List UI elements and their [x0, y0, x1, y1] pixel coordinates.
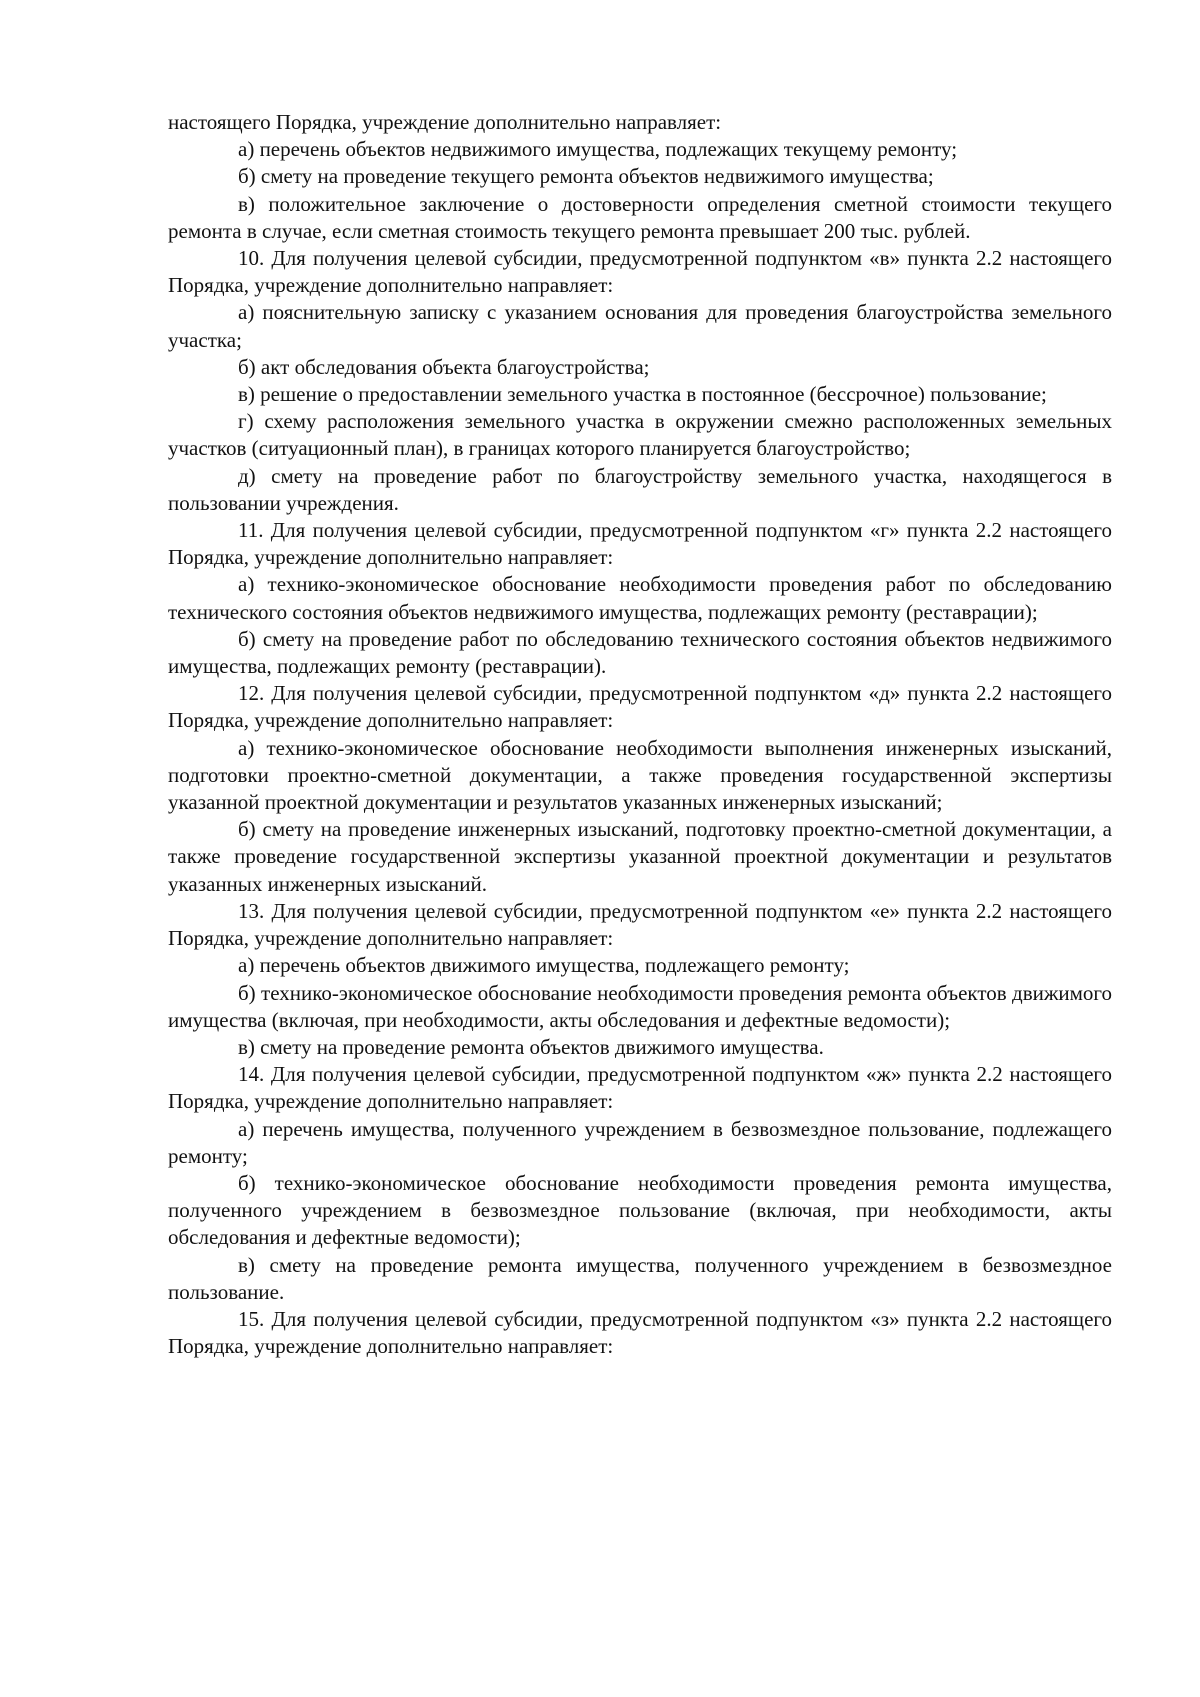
- document-paragraph: б) смету на проведение работ по обследованию технического состояния объектов недвижимого имущества, подлежащих ремонту (реставрации).: [168, 626, 1112, 679]
- document-paragraph: 12. Для получения целевой субсидии, предусмотренной подпунктом «д» пункта 2.2 настоящего Порядка, учреждение дополнительно направляет:: [168, 681, 1112, 733]
- document-body: [168, 109, 1112, 1360]
- document-paragraph: а) технико-экономическое обоснование необходимости выполнения инженерных изысканий, подготовки проектно-сметной документации, а также проведения государственной экспертизы указанной проектной документации и результатов указанных инженерных изысканий;: [168, 735, 1112, 815]
- document-paragraph: а) перечень имущества, полученного учреждением в безвозмездное пользование, подлежащего ремонту;: [168, 1116, 1112, 1168]
- document-paragraph: а) перечень объектов движимого имущества, подлежащего ремонту;: [238, 953, 850, 978]
- document-paragraph: 13. Для получения целевой субсидии, предусмотренной подпунктом «е» пункта 2.2 настоящего Порядка, учреждение дополнительно направляет:: [168, 898, 1112, 951]
- document-paragraph: 11. Для получения целевой субсидии, предусмотренной подпунктом «г» пункта 2.2 настоящего Порядка, учреждение дополнительно направляет:: [168, 518, 1112, 570]
- document-paragraph: б) акт обследования объекта благоустройства;: [238, 354, 650, 379]
- document-paragraph: д) смету на проведение работ по благоустройству земельного участка, находящегося в пользовании учреждения.: [168, 463, 1112, 515]
- document-paragraph: б) смету на проведение инженерных изысканий, подготовку проектно-сметной документации, а также проведение государственной экспертизы указанной проектной документации и результатов указанных инженерных изысканий.: [168, 817, 1112, 896]
- document-paragraph: б) технико-экономическое обоснование необходимости проведения ремонта имущества, полученного учреждением в безвозмездное пользование (включая, при необходимости, акты обследования и дефектные ведомости);: [168, 1170, 1112, 1250]
- document-paragraph: а) пояснительную записку с указанием основания для проведения благоустройства земельного участка;: [168, 300, 1112, 352]
- document-paragraph: б) смету на проведение текущего ремонта объектов недвижимого имущества;: [238, 164, 934, 189]
- document-paragraph: в) смету на проведение ремонта имущества, полученного учреждением в безвозмездное пользование.: [168, 1252, 1112, 1304]
- document-paragraph: а) технико-экономическое обоснование необходимости проведения работ по обследованию технического состояния объектов недвижимого имущества, подлежащих ремонту (реставрации);: [168, 572, 1112, 624]
- document-paragraph: 10. Для получения целевой субсидии, предусмотренной подпунктом «в» пункта 2.2 настоящего Порядка, учреждение дополнительно направляет:: [168, 246, 1112, 298]
- document-paragraph: 14. Для получения целевой субсидии, предусмотренной подпунктом «ж» пункта 2.2 настоящего Порядка, учреждение дополнительно направляет:: [168, 1062, 1112, 1114]
- document-paragraph: б) технико-экономическое обоснование необходимости проведения ремонта объектов движимого имущества (включая, при необходимости, акты обследования и дефектные ведомости);: [168, 980, 1112, 1032]
- document-paragraph: в) смету на проведение ремонта объектов движимого имущества.: [238, 1034, 824, 1059]
- document-paragraph: 15. Для получения целевой субсидии, предусмотренной подпунктом «з» пункта 2.2 настоящего Порядка, учреждение дополнительно направляет:: [168, 1306, 1112, 1359]
- document-paragraph: г) схему расположения земельного участка в окружении смежно расположенных земельных участков (ситуационный план), в границах которого планируется благоустройство;: [168, 409, 1112, 461]
- document-paragraph: настоящего Порядка, учреждение дополнительно направляет:: [168, 110, 722, 134]
- document-paragraph: а) перечень объектов недвижимого имущества, подлежащих текущему ремонту;: [238, 137, 958, 162]
- document-paragraph: в) решение о предоставлении земельного участка в постоянное (бессрочное) пользование;: [238, 382, 1047, 407]
- document-paragraph: в) положительное заключение о достоверности определения сметной стоимости текущего ремонта в случае, если сметная стоимость текущего ремонта превышает 200 тыс. рублей.: [168, 191, 1112, 243]
